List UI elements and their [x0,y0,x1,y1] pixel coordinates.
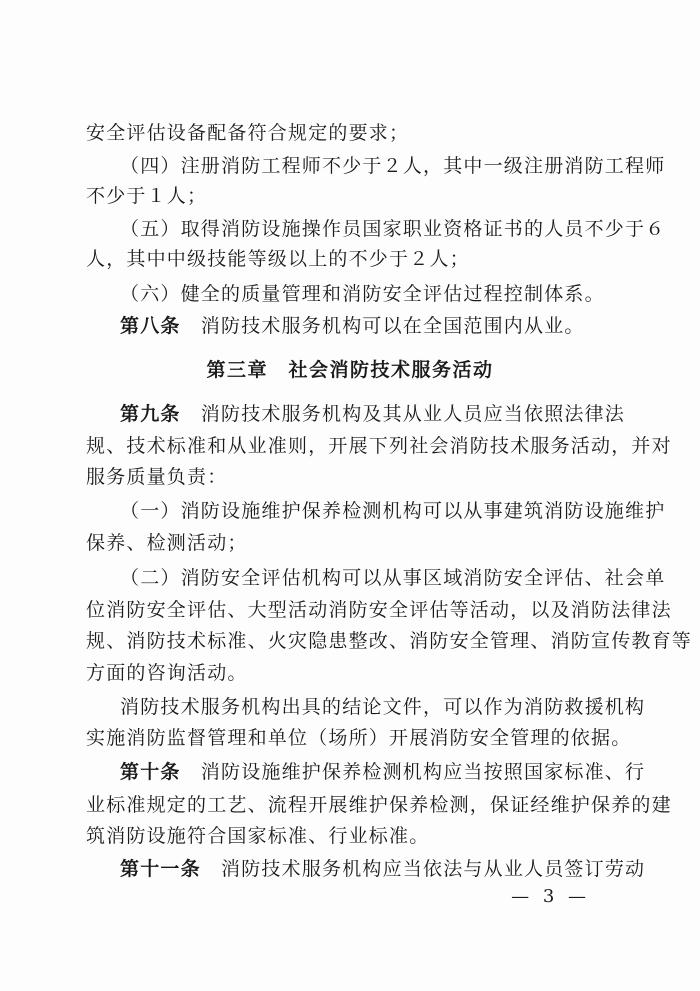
text-line: 业标准规定的工艺、流程开展维护保养检测，保证经维护保养的建 [86,794,672,816]
chapter-title: 第三章 社会消防技术服务活动 [206,359,494,381]
text-line-item-5: （五）取得消防设施操作员国家职业资格证书的人员不少于６ [120,218,666,240]
article-10-text: 消防设施维护保养检测机构应当按照国家标准、行 [180,761,646,783]
article-8-heading: 第八条 [120,315,181,337]
article-8-paragraph [120,313,608,339]
text-line-item-2: （二）消防安全评估机构可以从事区域消防安全评估、社会单 [120,567,666,589]
article-9-paragraph [120,401,626,427]
text-line: 不少于１人； [86,185,208,207]
text-line: 实施消防监督管理和单位（场所）开展消防安全管理的依据。 [86,727,632,749]
article-8-text: 消防技术服务机构可以在全国范围内从业。 [180,315,585,337]
text-line-item-4: （四）注册消防工程师不少于２人，其中一级注册消防工程师 [120,155,666,177]
article-10-paragraph [120,759,646,785]
text-line-item-6: （六）健全的质量管理和消防安全评估过程控制体系。 [120,283,605,305]
text-line: 安全评估设备配备符合规定的要求； [86,122,410,144]
article-9-text: 消防技术服务机构及其从业人员应当依照法律法 [180,403,626,425]
text-line: 方面的咨询活动。 [86,662,248,684]
text-line: 位消防安全评估、大型活动消防安全评估等活动，以及消防法律法 [86,599,672,621]
page-number: — 3 — [511,886,590,907]
text-line: 筑消防设施符合国家标准、行业标准。 [86,825,430,847]
text-line-item-1: （一）消防设施维护保养检测机构可以从事建筑消防设施维护 [120,500,666,522]
article-10-heading: 第十条 [120,761,181,783]
text-line: 服务质量负责： [86,466,228,488]
article-9-heading: 第九条 [120,403,181,425]
article-11-text: 消防技术服务机构应当依法与从业人员签订劳动 [200,858,646,880]
text-line: 人，其中中级技能等级以上的不少于２人； [86,248,470,270]
text-line: 规、技术标准和从业准则，开展下列社会消防技术服务活动，并对 [86,435,672,457]
article-11-heading: 第十一条 [120,858,201,880]
article-11-paragraph [120,856,646,882]
text-line: 保养、检测活动； [86,532,248,554]
text-line: 规、消防技术标准、火灾隐患整改、消防安全管理、消防宣传教育等 [86,630,693,652]
conclusion-paragraph-line: 消防技术服务机构出具的结论文件，可以作为消防救援机构 [120,696,646,718]
